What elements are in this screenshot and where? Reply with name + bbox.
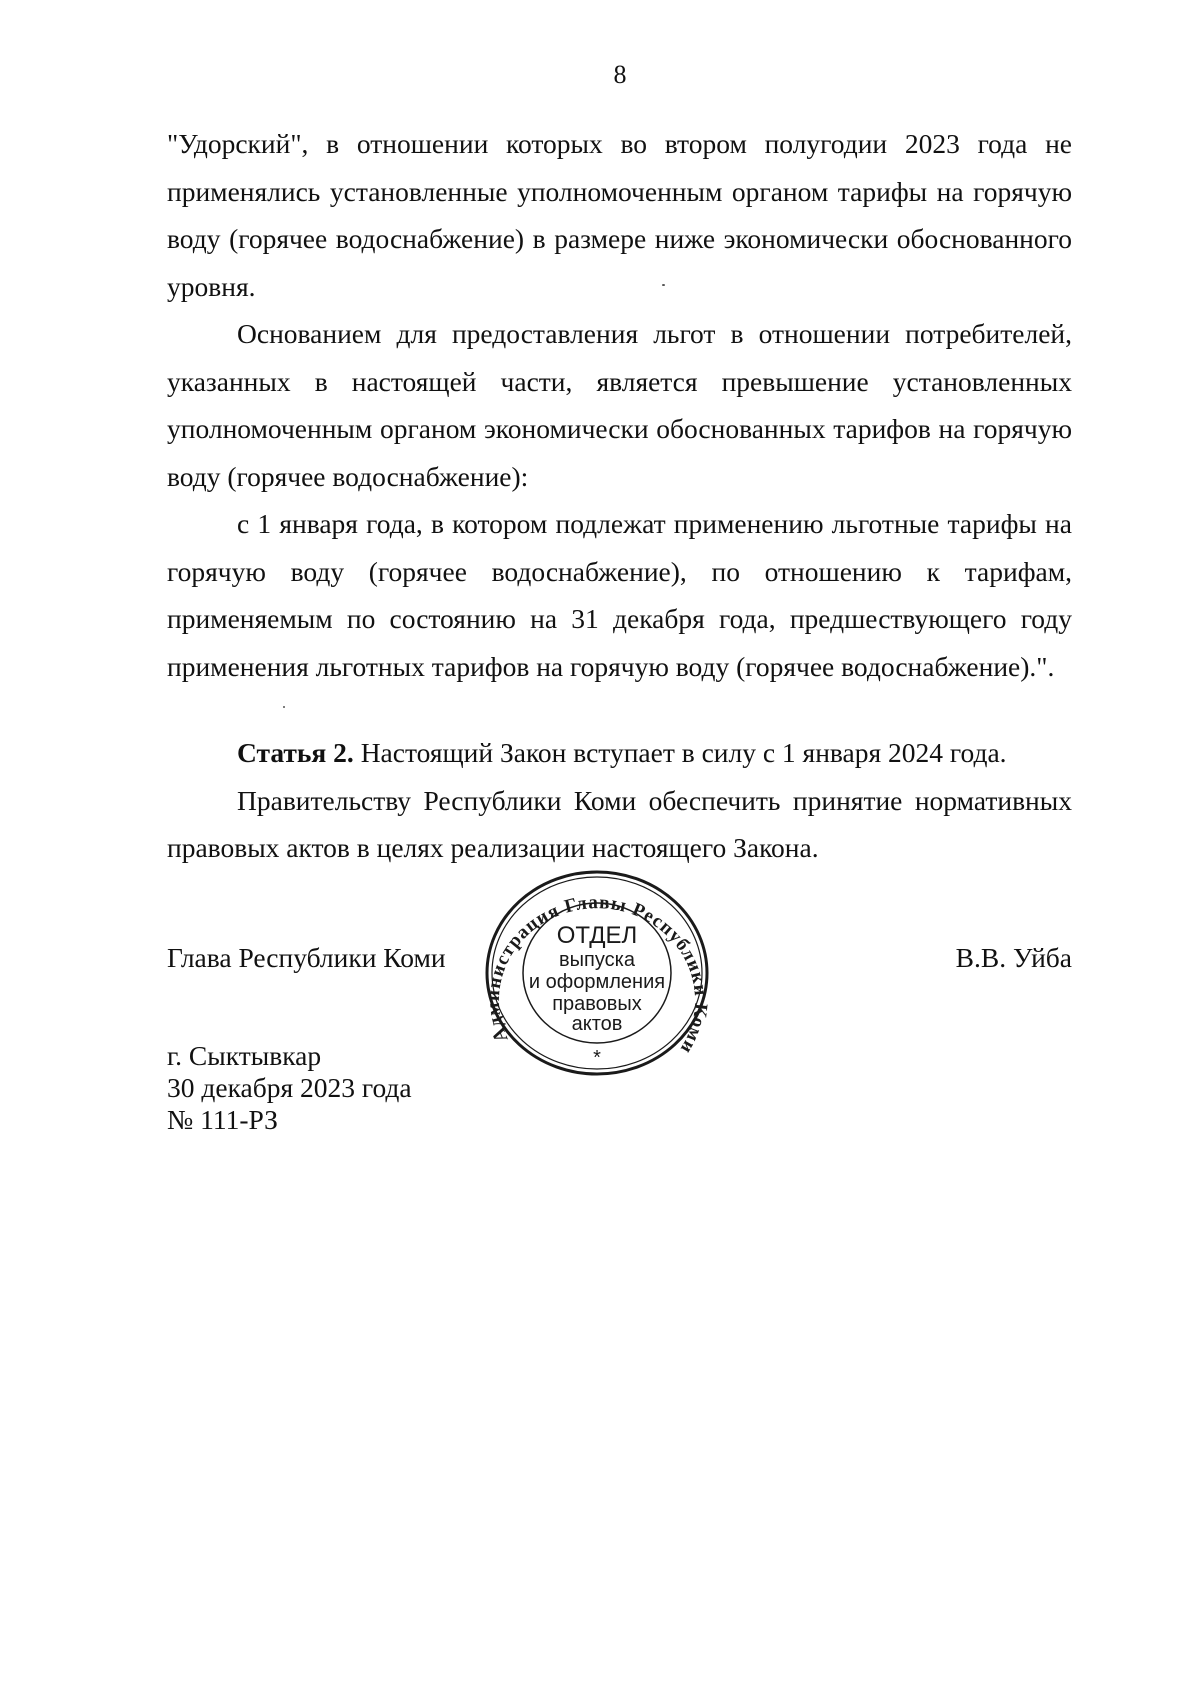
seal-star: * xyxy=(593,1047,601,1069)
article-text: Настоящий Закон вступает в силу с 1 января 2024 года. xyxy=(353,737,1007,768)
scan-speck xyxy=(662,284,665,286)
paragraph-continuation: "Удорский", в отношении которых во втором полугодии 2023 года не применялись установленные уполномоченным органом тарифы на горячую воду (горячее водоснабжение) в размере ниже экономически обоснованного уровня. xyxy=(167,128,1072,302)
signatory-title: Глава Республики Коми xyxy=(167,942,446,973)
seal-line-4: правовых xyxy=(552,993,642,1015)
closing-paragraph: Правительству Республики Коми обеспечить принятие нормативных правовых актов в целях реализации настоящего Закона. xyxy=(167,784,1072,863)
law-number: № 111-РЗ xyxy=(167,1104,278,1135)
seal-line-2: выпуска xyxy=(559,949,635,971)
seal-line-5: актов xyxy=(571,1013,623,1035)
article-2 xyxy=(167,729,1072,777)
document-body xyxy=(167,120,1072,872)
paragraph-condition: с 1 января года, в котором подлежат применению льготные тарифы на горячую воду (горячее водоснабжение), по отношению к тарифам, применяемым по состоянию на 31 декабря года, предшествующего году применения льготных тарифов на горячую воду (горячее водоснабжение).". xyxy=(167,508,1072,682)
document-meta xyxy=(167,1040,412,1136)
signing-date: 30 декабря 2023 года xyxy=(167,1072,412,1103)
seal-ring-text: Администрация Главы Республики Коми xyxy=(482,892,712,1058)
page-number: 8 xyxy=(613,60,627,89)
scan-speck xyxy=(283,706,285,708)
article-label: Статья 2. xyxy=(237,737,354,768)
official-seal xyxy=(482,868,712,1078)
paragraph-basis: Основанием для предоставления льгот в отношении потребителей, указанных в настоящей части, является превышение установленных уполномоченным органом экономически обоснованных тарифов на горячую воду (горячее водоснабжение): xyxy=(167,318,1072,492)
signatory-name: В.В. Уйба xyxy=(955,942,1072,973)
place-of-signing: г. Сыктывкар xyxy=(167,1040,322,1071)
seal-line-1: ОТДЕЛ xyxy=(556,922,638,949)
seal-line-3: и оформления xyxy=(528,971,666,993)
